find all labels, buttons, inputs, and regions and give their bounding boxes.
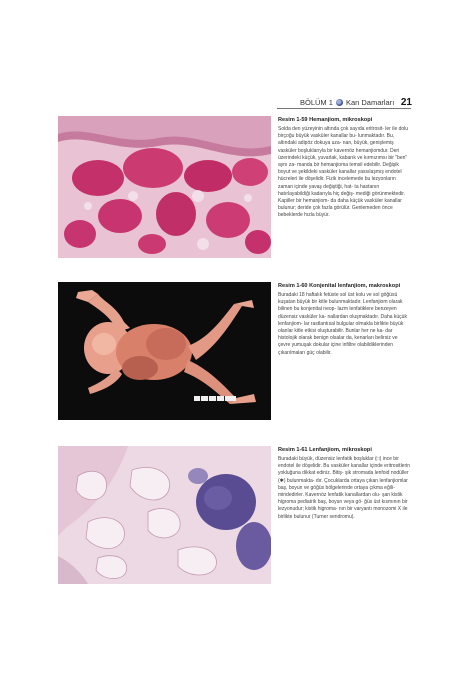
- page-number: 21: [400, 96, 412, 108]
- figure-1-59-caption: [278, 117, 411, 220]
- chapter-bullet-icon: [336, 99, 343, 106]
- figure-1-59-title: Resim 1-59 Hemanjiom, mikroskopi: [278, 117, 373, 123]
- chapter-label: BÖLÜM 1: [300, 97, 333, 107]
- header-rule: [277, 108, 411, 109]
- figure-1-60-caption: [278, 283, 411, 357]
- figure-1-61-image: [58, 446, 271, 584]
- running-header: [300, 96, 412, 108]
- figure-1-60-text: Buradaki 18 haftalık fetüste sol üst kolu ve sol göğüsü kuşatan büyük bir kitle bulunmaktadır. Lenfanjiom olarak bilinen bu konjenital neop- lazm lenfatiklere benzeyen düzensiz vasküler ka- nallardan oluşmaktadır. Daha küçük lenfanjiom- lar rastlantısal bulgular olmakla birlikte büyük olanlar kitle etkisi oluşturabilir. Bunlar her ne ka- dar histolojik olarak benign olsalar da, kenarları belirsiz ve çevre yumuşak dokular içine infiltre olabildiklerinden çıkarılmaları güç olabilir.: [278, 292, 407, 356]
- figure-1-59-image: [58, 116, 271, 258]
- figure-1-61-caption: [278, 447, 411, 521]
- section-label: Kan Damarları: [345, 97, 395, 107]
- figure-1-61-title: Resim 1-61 Lenfanjiom, mikroskopi: [278, 447, 372, 453]
- figure-1-61-text: Buradaki büyük, düzensiz lenfatik boşluklar (□) ince bir endotel ile döşelidir. Bu vasküler kanallar içinde eritrositlerin yokluğuna dikkat ediniz. Bitiş- şik stromada lenfoid nodüller (✱) bulunmakta- dır. Çocuklarda ortaya çıkan lenfanjiomlar baş, boyun ve göğüs bölgelerinde ortaya çıkma eğili- mindedirler. Kavernöz lenfatik kanallardan olu- şan kistik higroma pediatrik baş, boyun veya gö- ğüs üst kısmının bir lezyonudur; kistik higroma- nın bir varyantı monozomi X ile birlikte bulunur (Turner sendromu).: [278, 456, 411, 520]
- figure-1-60-title: Resim 1-60 Konjenital lenfanjiom, makroskopi: [278, 283, 401, 289]
- figure-1-60-image: [58, 282, 271, 420]
- figure-1-59-text: Solda den yüzeyinin altında çok sayıda eritrosit- ler ile dolu birçoğu büyük vasküler kanallar bu- lunmaktadır. Bu, altındaki adipöz dokuya uza- nan, büyük, genişlemiş vasküler boşluklarıyla bir kavernöz hemanjiomdur. Deri üzerindeki küçük, yuvarlak, kabarık ve kırmızımsı bir "ben" aynı za- manda bir hemanjioma temsil edebilir. Değişik boyut ve şekildeki vasküler kanallar yassılaşmış endotel hücreleri ile döşelidir. Fizik incelemede bu lezyonların zaman içinde yavaş değiştiği, hat- ta hastanın hatırlayabildiği kadarıyla hiç değiş- mediği görünmektedir. Kapiller bir hemanjiom- da daha küçük vasküler kanallar bulunur; deride çok fazla görülür. Genlemeden önce bebeklerde hızla büyür.: [278, 126, 409, 219]
